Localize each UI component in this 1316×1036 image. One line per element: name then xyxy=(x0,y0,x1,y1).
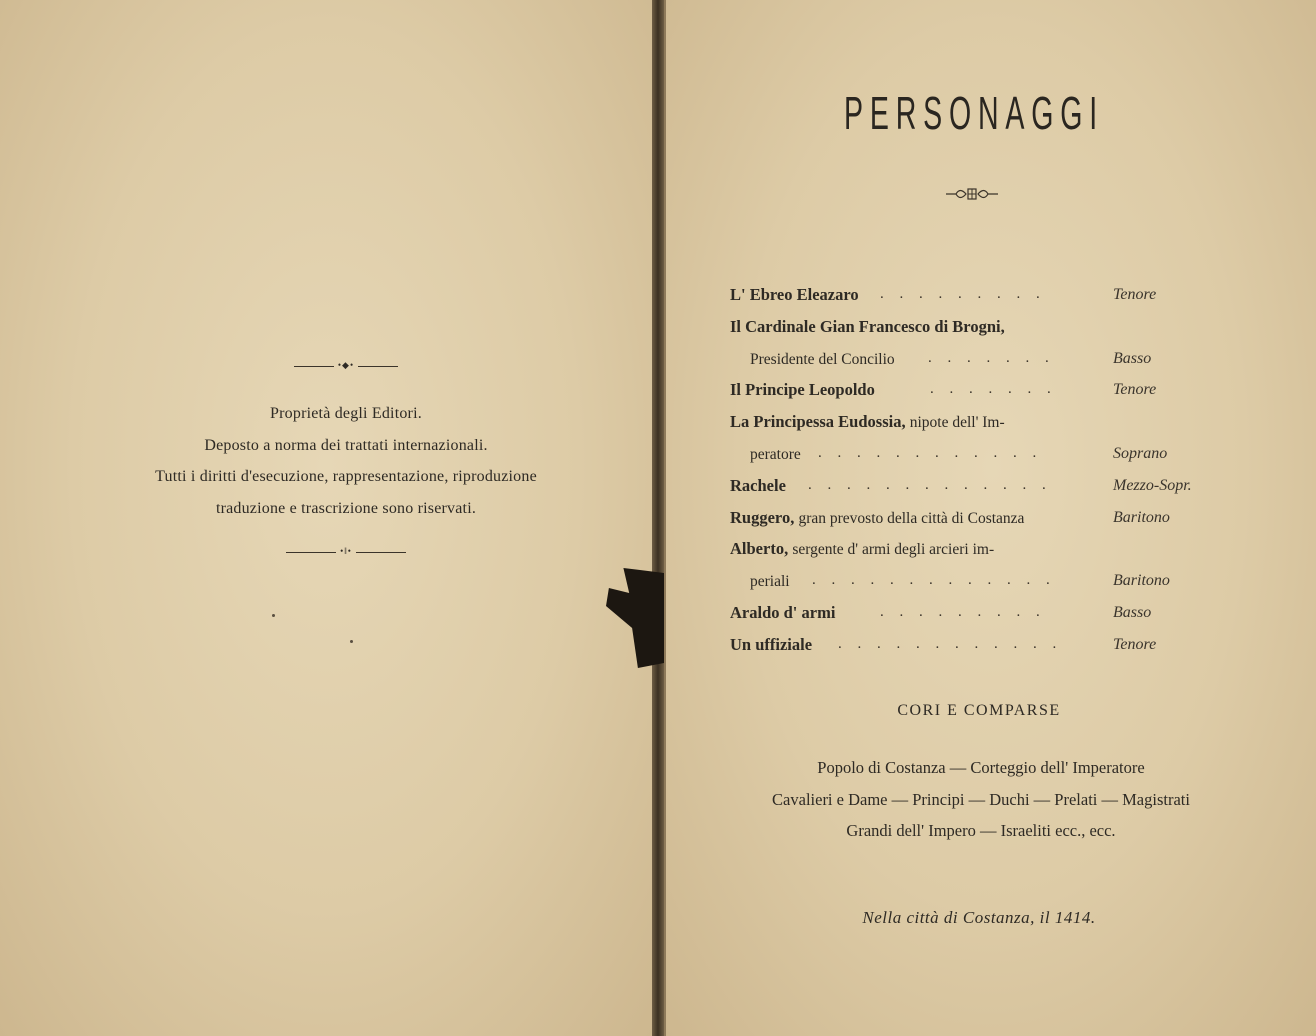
dot-leader: . . . . . . . xyxy=(930,381,1057,398)
cast-row xyxy=(730,502,1230,534)
character-name: Il Principe Leopoldo xyxy=(730,380,875,400)
voice-type: Tenore xyxy=(1113,635,1157,653)
dot-leader: . . . . . . . . . . . . xyxy=(838,635,1063,652)
bottom-ornamental-rule: •‖• xyxy=(90,538,602,566)
character-name: Il Cardinale Gian Francesco di Brogni, xyxy=(730,316,1005,336)
character-description: nipote dell' Im- xyxy=(909,414,1005,432)
paper-speck xyxy=(350,640,353,643)
cast-row xyxy=(730,438,1230,470)
character-name: Un uffiziale xyxy=(730,634,813,654)
notice-line: Tutti i diritti d'esecuzione, rappresentazione, riproduzione xyxy=(155,468,537,485)
voice-type: Tenore xyxy=(1113,381,1157,399)
character-description: peratore xyxy=(750,445,801,463)
voice-type: Soprano xyxy=(1113,444,1168,462)
dot-leader: . . . . . . . . . . . . . xyxy=(808,476,1052,493)
paper-speck xyxy=(272,614,275,617)
cast-row xyxy=(730,470,1230,502)
character-description: sergente d' armi degli arcieri im- xyxy=(792,541,995,559)
character-description: gran prevosto della città di Costanza xyxy=(798,509,1025,527)
voice-type: Baritono xyxy=(1113,508,1170,526)
page-title: PERSONAGGI xyxy=(844,87,1104,139)
dot-leader: . . . . . . . . . . . . xyxy=(818,444,1043,461)
voice-type: Basso xyxy=(1113,603,1152,621)
cast-row xyxy=(730,343,1230,375)
cast-row xyxy=(730,311,1230,343)
dot-leader: . . . . . . . . . . . . . xyxy=(812,572,1056,589)
setting-note: Nella città di Costanza, il 1414. xyxy=(862,908,1096,927)
character-name: L' Ebreo Eleazaro xyxy=(730,285,859,304)
dot-leader: . . . . . . . . . xyxy=(880,603,1046,620)
chorus-heading: CORI E COMPARSE xyxy=(897,702,1061,719)
voice-type: Basso xyxy=(1113,349,1152,367)
cast-row xyxy=(730,565,1230,597)
chorus-line: Grandi dell' Impero — Israeliti ecc., ecc. xyxy=(846,821,1116,840)
voice-type: Baritono xyxy=(1113,572,1170,590)
cast-row xyxy=(730,629,1230,661)
rights-notice xyxy=(90,352,602,566)
cast-list xyxy=(730,279,1230,661)
cast-row xyxy=(730,597,1230,629)
character-name: Araldo d' armi xyxy=(730,602,836,622)
cast-row xyxy=(730,279,1230,311)
voice-type: Mezzo-Sopr. xyxy=(1113,476,1192,494)
character-name: La Principessa Eudossia, xyxy=(730,412,906,432)
chorus-list xyxy=(664,752,1298,847)
cast-row xyxy=(730,374,1230,406)
chorus-line: Popolo di Costanza — Corteggio dell' Imperatore xyxy=(817,758,1145,777)
top-ornamental-rule: •◆• xyxy=(90,352,602,380)
fleuron-ornament-icon xyxy=(944,184,1000,204)
notice-line: Proprietà degli Editori. xyxy=(270,405,422,422)
notice-line: traduzione e trascrizione sono riservati. xyxy=(215,499,477,517)
character-name: Rachele xyxy=(730,475,786,495)
cast-row xyxy=(730,533,1230,565)
book-gutter xyxy=(652,0,664,1036)
character-description: Presidente del Concilio xyxy=(750,350,895,368)
character-name: Ruggero, xyxy=(730,507,795,527)
character-description: periali xyxy=(750,573,790,591)
voice-type: Tenore xyxy=(1113,286,1157,303)
character-name: Alberto, xyxy=(730,539,789,559)
dot-leader: . . . . . . . . . xyxy=(880,286,1046,302)
dot-leader: . . . . . . . xyxy=(928,349,1055,366)
chorus-line: Cavalieri e Dame — Principi — Duchi — Prelati — Magistrati xyxy=(772,789,1190,809)
notice-line: Deposto a norma dei trattati internazionali. xyxy=(204,436,488,454)
cast-row xyxy=(730,406,1230,438)
